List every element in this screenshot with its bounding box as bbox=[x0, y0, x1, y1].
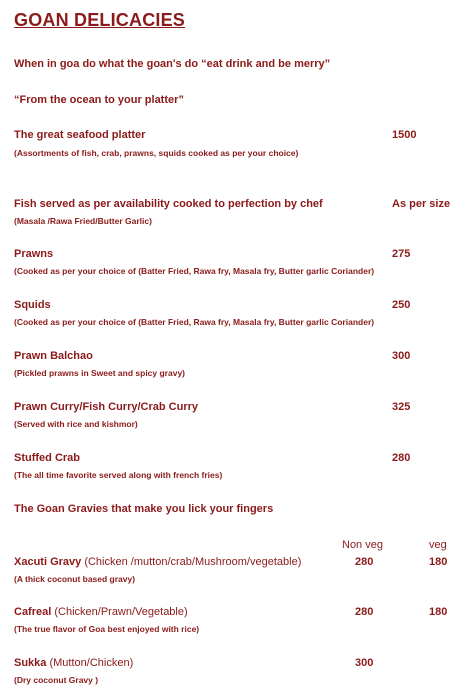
page-title: GOAN DELICACIES bbox=[14, 10, 186, 30]
column-header-nonveg: Non veg bbox=[342, 539, 383, 551]
intro-line-2: “From the ocean to your platter” bbox=[14, 94, 184, 106]
menu-item-description: (Assortments of fish, crab, prawns, squids cooked as per your choice) bbox=[14, 148, 299, 158]
gravy-price-nonveg: 280 bbox=[355, 556, 374, 568]
menu-item-price: 325 bbox=[392, 401, 411, 413]
gravy-item-name: Cafreal (Chicken/Prawn/Vegetable) bbox=[14, 606, 188, 618]
menu-item-name: Squids bbox=[14, 299, 51, 311]
gravy-item-description: (A thick coconut based gravy) bbox=[14, 574, 136, 584]
menu-item-price: 1500 bbox=[392, 129, 417, 141]
menu-item-price: 300 bbox=[392, 350, 411, 362]
gravy-price-nonveg: 280 bbox=[355, 606, 374, 618]
menu-item-description: (Served with rice and kishmor) bbox=[14, 419, 138, 429]
column-header-veg: veg bbox=[429, 539, 447, 551]
gravy-price-veg: 180 bbox=[429, 606, 448, 618]
gravies-heading: The Goan Gravies that make you lick your fingers bbox=[14, 503, 274, 515]
menu-item-name: Fish served as per availability cooked to perfection by chef bbox=[14, 198, 323, 210]
menu-item-description: (Pickled prawns in Sweet and spicy gravy) bbox=[14, 368, 186, 378]
menu-item-name: The great seafood platter bbox=[14, 129, 146, 141]
menu-item-description: (Cooked as per your choice of (Batter Fried, Rawa fry, Masala fry, Butter garlic Coriander) bbox=[14, 317, 375, 327]
menu-item-price: 250 bbox=[392, 299, 411, 311]
menu-item-description: (Cooked as per your choice of (Batter Fried, Rawa fry, Masala fry, Butter garlic Coriander) bbox=[14, 266, 375, 276]
menu-item-price: As per size bbox=[392, 198, 451, 210]
gravy-item-description: (The true flavor of Goa best enjoyed with rice) bbox=[14, 624, 200, 634]
menu-item-name: Stuffed Crab bbox=[14, 452, 80, 464]
menu-item-description: (The all time favorite served along with french fries) bbox=[14, 470, 223, 480]
gravy-item-description: (Dry coconut Gravy ) bbox=[14, 675, 99, 685]
menu-item-description: (Masala /Rawa Fried/Butter Garlic) bbox=[14, 216, 152, 226]
menu-item-name: Prawn Curry/Fish Curry/Crab Curry bbox=[14, 401, 198, 413]
gravy-price-nonveg: 300 bbox=[355, 657, 374, 669]
menu-item-name: Prawn Balchao bbox=[14, 350, 93, 362]
gravy-item-name: Sukka (Mutton/Chicken) bbox=[14, 657, 134, 669]
menu-item-price: 280 bbox=[392, 452, 411, 464]
menu-item-price: 275 bbox=[392, 248, 411, 260]
gravy-item-name: Xacuti Gravy (Chicken /mutton/crab/Mushroom/vegetable) bbox=[14, 556, 302, 568]
gravy-price-veg: 180 bbox=[429, 556, 448, 568]
intro-line-1: When in goa do what the goan's do “eat drink and be merry” bbox=[14, 58, 331, 70]
menu-item-name: Prawns bbox=[14, 248, 54, 260]
